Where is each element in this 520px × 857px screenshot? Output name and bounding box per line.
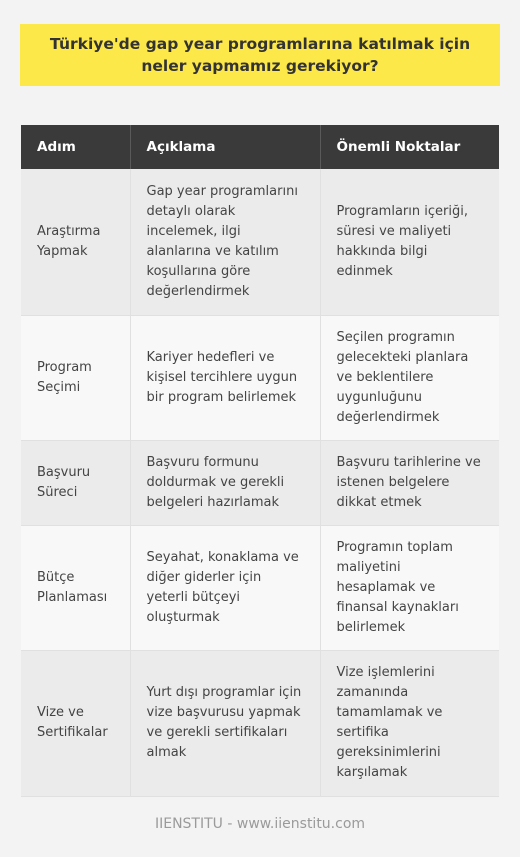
table-header-row xyxy=(21,125,499,169)
page-title: Türkiye'de gap year programlarına katılmak için neler yapmamız gerekiyor? xyxy=(49,35,471,75)
step-cell: Program Seçimi xyxy=(21,315,130,440)
step-cell: Başvuru Süreci xyxy=(21,440,130,525)
step-cell: Bütçe Planlaması xyxy=(21,525,130,650)
description-cell: Gap year programlarını detaylı olarak incelemek, ilgi alanlarına ve katılım koşullarına göre değerlendirmek xyxy=(130,169,320,315)
description-cell: Başvuru formunu doldurmak ve gerekli belgeleri hazırlamak xyxy=(130,440,320,525)
notes-cell: Programların içeriği, süresi ve maliyeti hakkında bilgi edinmek xyxy=(320,169,499,315)
table-row xyxy=(21,315,499,440)
notes-cell: Programın toplam maliyetini hesaplamak ve finansal kaynakları belirlemek xyxy=(320,525,499,650)
step-cell: Araştırma Yapmak xyxy=(21,169,130,315)
footer-credit: IIENSTITU - www.iienstitu.com xyxy=(154,816,366,832)
notes-cell: Seçilen programın gelecekteki planlara ve beklentilere uygunluğunu değerlendirmek xyxy=(320,315,499,440)
header-step: Adım xyxy=(21,125,130,169)
description-cell: Kariyer hedefleri ve kişisel tercihlere uygun bir program belirlemek xyxy=(130,315,320,440)
steps-table xyxy=(21,125,499,797)
notes-cell: Vize işlemlerini zamanında tamamlamak ve sertifika gereksinimlerini karşılamak xyxy=(320,650,499,796)
table-row xyxy=(21,650,499,796)
table-row xyxy=(21,440,499,525)
title-banner xyxy=(20,24,500,86)
header-description: Açıklama xyxy=(130,125,320,169)
header-notes: Önemli Noktalar xyxy=(320,125,499,169)
table-row xyxy=(21,525,499,650)
notes-cell: Başvuru tarihlerine ve istenen belgelere dikkat etmek xyxy=(320,440,499,525)
table-row xyxy=(21,169,499,315)
description-cell: Yurt dışı programlar için vize başvurusu yapmak ve gerekli sertifikaları almak xyxy=(130,650,320,796)
description-cell: Seyahat, konaklama ve diğer giderler için yeterli bütçeyi oluşturmak xyxy=(130,525,320,650)
step-cell: Vize ve Sertifikalar xyxy=(21,650,130,796)
